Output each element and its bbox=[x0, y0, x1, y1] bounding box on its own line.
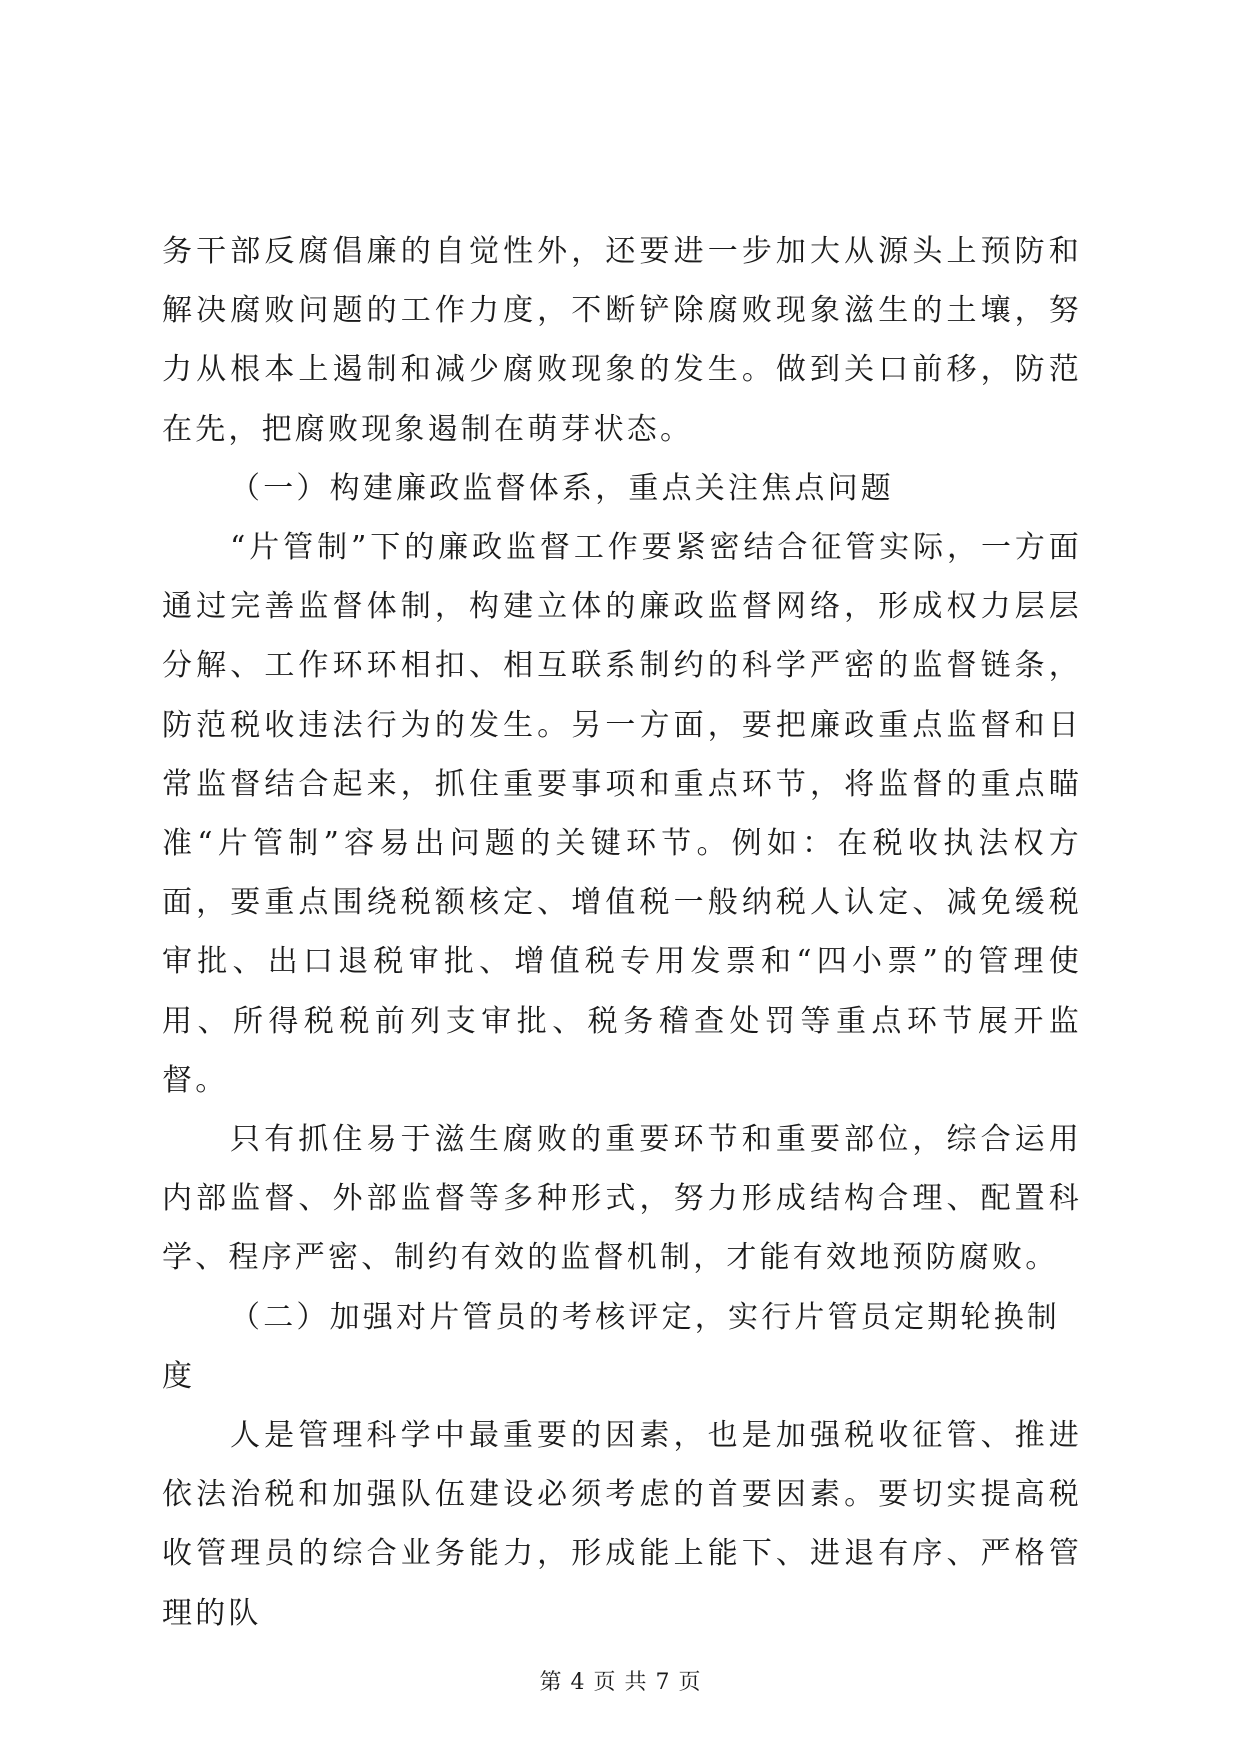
paragraph-prevention: 只有抓住易于滋生腐败的重要环节和重要部位，综合运用内部监督、外部监督等多种形式，努力形成结构合理、配置科学、程序严密、制约有效的监督机制，才能有效地预防腐败。 bbox=[162, 1122, 1082, 1276]
section-heading-1: （一）构建廉政监督体系，重点关注焦点问题 bbox=[230, 470, 894, 506]
document-body bbox=[162, 222, 1082, 1643]
paragraph-supervision: “片管制”下的廉政监督工作要紧密结合征管实际，一方面通过完善监督体制，构建立体的廉政监督网络，形成权力层层分解、工作环环相扣、相互联系制约的科学严密的监督链条，防范税收违法行为的发生。另一方面，要把廉政重点监督和日常监督结合起来，抓住重要事项和重点环节，将监督的重点瞄准“片管制”容易出问题的关键环节。例如：在税收执法权方面，要重点围绕税额核定、增值税一般纳税人认定、减免缓税审批、出口退税审批、增值税专用发票和“四小票”的管理使用、所得税税前列支审批、税务稽查处罚等重点环节展开监督。 bbox=[162, 530, 1082, 1098]
paragraph-continuation: 务干部反腐倡廉的自觉性外，还要进一步加大从源头上预防和解决腐败问题的工作力度，不断铲除腐败现象滋生的土壤，努力从根本上遏制和减少腐败现象的发生。做到关口前移，防范在先，把腐败现象遏制在萌芽状态。 bbox=[162, 234, 1082, 447]
section-heading-2: （二）加强对片管员的考核评定，实行片管员定期轮换制度 bbox=[162, 1299, 1060, 1394]
page-footer: 第 4 页 共 7 页 bbox=[539, 1670, 702, 1695]
paragraph-personnel: 人是管理科学中最重要的因素，也是加强税收征管、推进依法治税和加强队伍建设必须考虑的首要因素。要切实提高税收管理员的综合业务能力，形成能上能下、进退有序、严格管理的队 bbox=[162, 1418, 1082, 1631]
